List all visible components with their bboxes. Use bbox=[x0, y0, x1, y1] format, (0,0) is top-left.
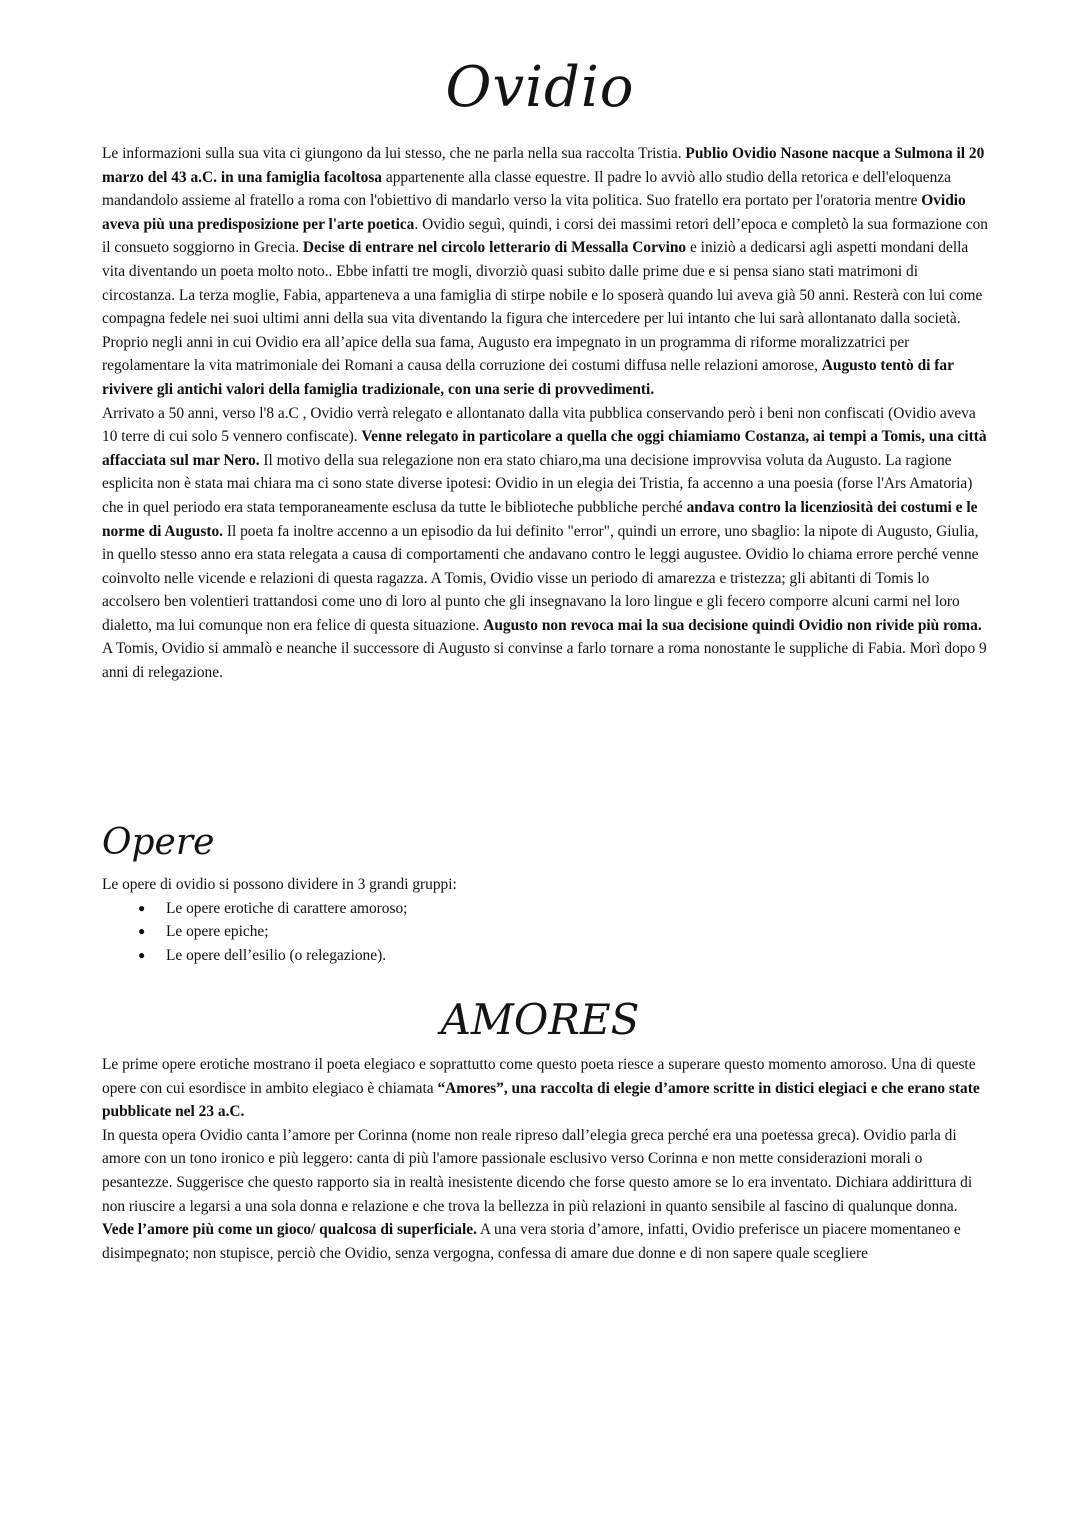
bio-bold-text: Decise di entrare nel circolo letterario di Messalla Corvino bbox=[302, 239, 687, 257]
amores-text: A una vera storia d’amore, infatti, Ovidio preferisce un piacere momentaneo e disimpegnato; non stupisce, perciò che Ovidio, senza vergogna, confessa di amare due donne e di non sapere quale scegliere bbox=[102, 1221, 961, 1262]
bio-bold-text: Augusto non revoca mai la sua decisione quindi Ovidio non rivide più roma. bbox=[483, 616, 982, 634]
list-item bbox=[102, 944, 988, 968]
amores-section bbox=[102, 1053, 988, 1265]
bio-text: e iniziò a dedicarsi agli aspetti mondani della vita diventando un poeta molto noto.. Ebbe infatti tre mogli, divorziò quasi subito dalle prime due e si pensa siano stati matrimoni di circostanza. La terza moglie, Fabia, apparteneva a una famiglia di stirpe nobile e lo sposerà quando lui aveva già 50 anni. Resterà con lui come compagna fedele nei suoi ultimi anni della sua vita diventando la figura che intercedere per lui intanto che lui sarà allontanato dalla società. bbox=[102, 239, 983, 328]
page-title: Ovidio bbox=[445, 55, 635, 120]
amores-paragraph-1 bbox=[102, 1053, 988, 1124]
bio-paragraph-2 bbox=[102, 331, 988, 402]
bio-text: Proprio negli anni in cui Ovidio era all’apice della sua fama, Augusto era impegnato in un programma di riforme moralizzatrici per regolamentare la vita matrimoniale dei Romani a causa della corruzione dei costumi diffusa nelle relazioni amorose, bbox=[102, 333, 910, 375]
list-item-text: Le opere dell’esilio (o relegazione). bbox=[166, 946, 387, 964]
bio-text: Il motivo della sua relegazione non era stato chiaro,ma una decisione improvvisa voluta da Augusto. La ragione esplicita non è stata mai chiara ma ci sono state diverse ipotesi: Ovidio in un elegia dei Tristia, fa accenno a una poesia (forse l'Ars Amatoria) che in quel periodo era stata temporaneamente esclusa da tutte le biblioteche pubbliche perché bbox=[102, 451, 973, 516]
opere-intro: Le opere di ovidio si possono dividere in 3 grandi gruppi: bbox=[102, 876, 457, 893]
bullet-icon: ● bbox=[138, 900, 146, 915]
bio-paragraph-3 bbox=[102, 402, 988, 685]
bio-bold-text: Venne relegato in particolare a quella che oggi chiamiamo Costanza, ai tempi a Tomis, una città affacciata sul mar Nero. bbox=[102, 428, 987, 469]
biography-section bbox=[102, 142, 988, 685]
opere-list bbox=[102, 897, 988, 968]
opere-section bbox=[102, 873, 988, 967]
bio-text: A Tomis, Ovidio si ammalò e neanche il successore di Augusto si convinse a farlo tornare a roma nonostante le suppliche di Fabia. Morì dopo 9 anni di relegazione. bbox=[102, 640, 987, 682]
bio-text: Le informazioni sulla sua vita ci giungono da lui stesso, che ne parla nella sua raccolta Tristia. bbox=[102, 145, 686, 162]
bio-paragraph-1 bbox=[102, 142, 988, 331]
amores-bold-text: Vede l’amore più come un gioco/ qualcosa di superficiale. bbox=[102, 1221, 477, 1239]
bio-text: appartenente alla classe equestre. Il padre lo avviò allo studio della retorica e dell'eloquenza mandandolo assieme al fratello a roma con l'obiettivo di mandarlo verso la vita politica. Suo fratello era portato per l'oratoria mentre bbox=[102, 168, 951, 210]
amores-bold-text: “Amores”, una raccolta di elegie d’amore scritte in distici elegiaci e che erano state pubblicate nel 23 a.C. bbox=[102, 1079, 980, 1121]
amores-paragraph-2 bbox=[102, 1124, 988, 1266]
list-item-text: Le opere erotiche di carattere amoroso; bbox=[166, 899, 408, 917]
list-item bbox=[102, 897, 988, 921]
bullet-icon: ● bbox=[138, 924, 146, 939]
bio-bold-text: andava contro la licenziosità dei costumi e le norme di Augusto. bbox=[102, 498, 978, 540]
bio-text: . Ovidio seguì, quindi, i corsi dei massimi retori dell’epoca e completò la sua formazione con il consueto soggiorno in Grecia. bbox=[102, 215, 988, 257]
amores-heading: AMORES bbox=[440, 995, 640, 1044]
amores-text: In questa opera Ovidio canta l’amore per Corinna (nome non reale ripreso dall’elegia greca perché era una poetessa greca). Ovidio parla di amore con un tono ironico e più leggero: canta di più l'amore passionale esclusivo verso Corinna e non mette considerazioni morali o pesantezze. Suggerisce che questo rapporto sia in realtà inesistente dicendo che forse questo amore se lo era inventato. Dichiara addirittura di non riuscire a legarsi a una sola donna e relazione e che trova la bellezza in più relazioni in quanto sensibile al fascino di qualunque donna. bbox=[102, 1126, 973, 1215]
bio-bold-text: Augusto tentò di far rivivere gli antichi valori della famiglia tradizionale, con una serie di provvedimenti. bbox=[102, 357, 954, 398]
bio-bold-text: Ovidio aveva più una predisposizione per l'arte poetica bbox=[102, 192, 966, 233]
bio-text: Arrivato a 50 anni, verso l'8 a.C , Ovidio verrà relegato e allontanato dalla vita pubblica conservando però i beni non confiscati (Ovidio aveva 10 terre di cui solo 5 vennero confiscate). bbox=[102, 404, 976, 446]
bio-bold-text: Publio Ovidio Nasone nacque a Sulmona il 20 marzo del 43 a.C. in una famiglia facoltosa bbox=[102, 145, 985, 186]
bio-text: Il poeta fa inoltre accenno a un episodio da lui definito "error", quindi un errore, uno sbaglio: la nipote di Augusto, Giulia, in quello stesso anno era stata relegata a causa di comportamenti che andavano contro le leggi augustee. Ovidio lo chiama errore perché venne coinvolto nelle vicende e relazioni di questa ragazza. A Tomis, Ovidio visse un periodo di amarezza e tristezza; gli abitanti di Tomis lo accolsero ben volentieri trattandosi come uno di loro al punto che gli insegnavano la loro lingue e gli fecero comporre alcuni carmi nel loro dialetto, ma lui comunque non era felice di questa situazione. bbox=[102, 522, 979, 634]
amores-text: Le prime opere erotiche mostrano il poeta elegiaco e soprattutto come questo poeta riesce a superare questo momento amoroso. Una di queste opere con cui esordisce in ambito elegiaco è chiamata bbox=[102, 1056, 976, 1097]
list-item bbox=[102, 920, 988, 944]
opere-heading: Opere bbox=[102, 822, 215, 863]
bullet-icon: ● bbox=[138, 947, 146, 962]
list-item-text: Le opere epiche; bbox=[166, 923, 269, 941]
